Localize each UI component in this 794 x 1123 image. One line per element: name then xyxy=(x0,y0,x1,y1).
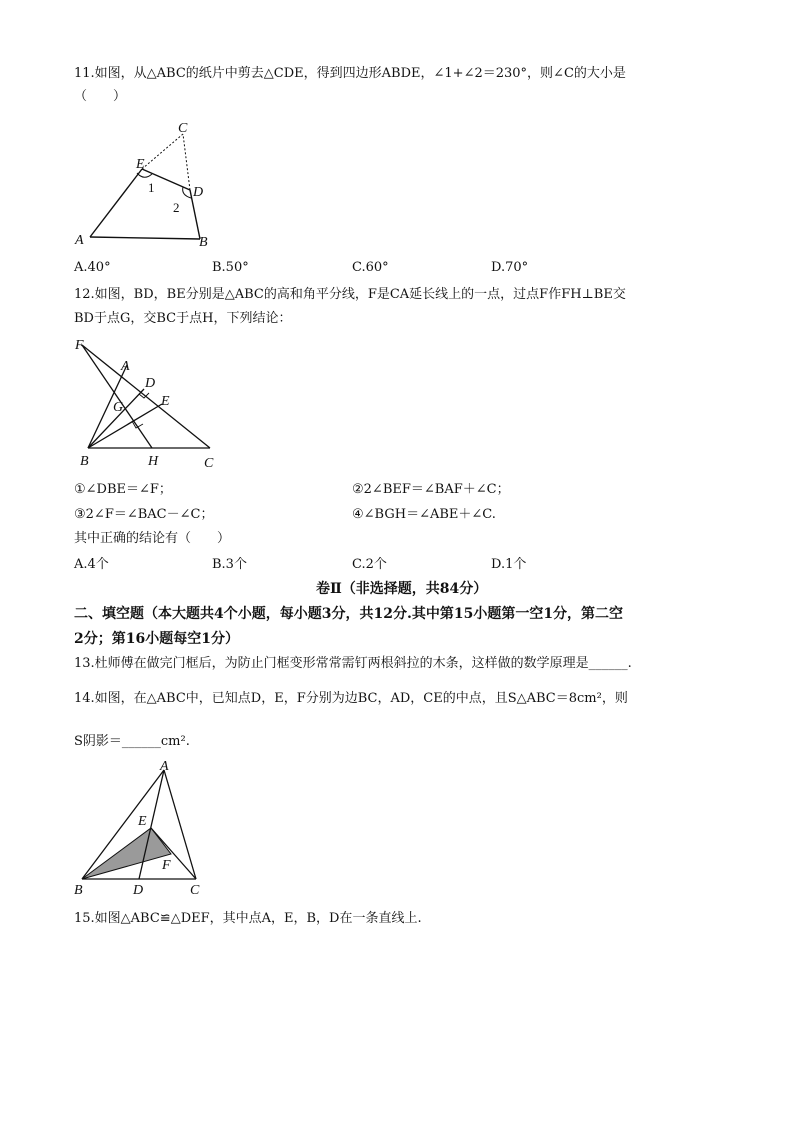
q14-label-C: C xyxy=(190,883,200,898)
q11-label-E: E xyxy=(136,157,145,172)
q12-statement-2: ②2∠BEF＝∠BAF＋∠C； xyxy=(352,482,510,497)
q11-label-angle2: 2 xyxy=(173,200,180,215)
q12-label-A: A xyxy=(121,359,130,374)
q14-label-D: D xyxy=(133,883,144,898)
q12-label-F: F xyxy=(75,338,84,353)
q11-stem: 11.如图，从△ABC的纸片中剪去△CDE，得到四边形ABDE，∠1+∠2＝230°，则∠C的大小是 xyxy=(74,66,626,81)
q11-option-b: B.50° xyxy=(212,260,249,275)
q12-statement-4: ④∠BGH＝∠ABE＋∠C. xyxy=(352,507,496,522)
q11-option-c: C.60° xyxy=(352,260,389,275)
q11-label-B: B xyxy=(199,235,208,250)
q12-question: 其中正确的结论有（ ） xyxy=(74,531,231,546)
q11-label-angle1: 1 xyxy=(148,180,155,195)
section-heading-line2: 2分；第16小题每空1分） xyxy=(74,631,239,647)
q11-option-a: A.40° xyxy=(74,260,111,275)
q12-option-d: D.1个 xyxy=(491,557,527,572)
q12-statement-3: ③2∠F＝∠BAC－∠C； xyxy=(74,507,214,522)
q12-label-B: B xyxy=(80,454,89,469)
q12-label-G: G xyxy=(113,400,124,415)
q12-label-C: C xyxy=(204,456,214,471)
q12-statement-1: ①∠DBE＝∠F； xyxy=(74,482,172,497)
q11-option-d: D.70° xyxy=(491,260,529,275)
q14-label-A: A xyxy=(160,760,169,774)
part2-title: 卷Ⅱ（非选择题，共84分） xyxy=(316,581,488,597)
q14-figure xyxy=(70,760,210,900)
q12-label-E: E xyxy=(161,394,170,409)
q11-label-A: A xyxy=(75,233,84,248)
q11-label-D: D xyxy=(193,185,204,200)
q12-option-b: B.3个 xyxy=(212,557,247,572)
q14-line2: S阴影＝______cm². xyxy=(74,734,190,749)
q11-figure xyxy=(70,112,230,252)
q12-option-c: C.2个 xyxy=(352,557,387,572)
q12-figure xyxy=(70,333,230,473)
q12-stem-line2: BD于点G，交BC于点H，下列结论： xyxy=(74,311,292,326)
q12-label-D: D xyxy=(145,376,156,391)
q14-line1: 14.如图，在△ABC中，已知点D，E，F分别为边BC，AD，CE的中点，且S△ABC＝8cm²，则 xyxy=(74,691,628,706)
q14-label-B: B xyxy=(74,883,83,898)
q14-label-F: F xyxy=(162,858,171,873)
section-heading-line1: 二、填空题（本大题共4个小题，每小题3分，共12分.其中第15小题第一空1分，第二空 xyxy=(74,606,624,622)
q12-label-H: H xyxy=(148,454,159,469)
q15-text: 15.如图△ABC≌△DEF，其中点A，E，B，D在一条直线上. xyxy=(74,911,422,926)
q12-option-a: A.4个 xyxy=(74,557,109,572)
q11-label-C: C xyxy=(178,121,188,136)
q13-text: 13.杜师傅在做完门框后，为防止门框变形常常需钉两根斜拉的木条，这样做的数学原理是______. xyxy=(74,656,632,671)
q12-stem-line1: 12.如图，BD，BE分别是△ABC的高和角平分线，F是CA延长线上的一点，过点F作FH⊥BE交 xyxy=(74,287,626,302)
q11-answer-paren: （ ） xyxy=(74,89,127,104)
q14-label-E: E xyxy=(138,814,147,829)
